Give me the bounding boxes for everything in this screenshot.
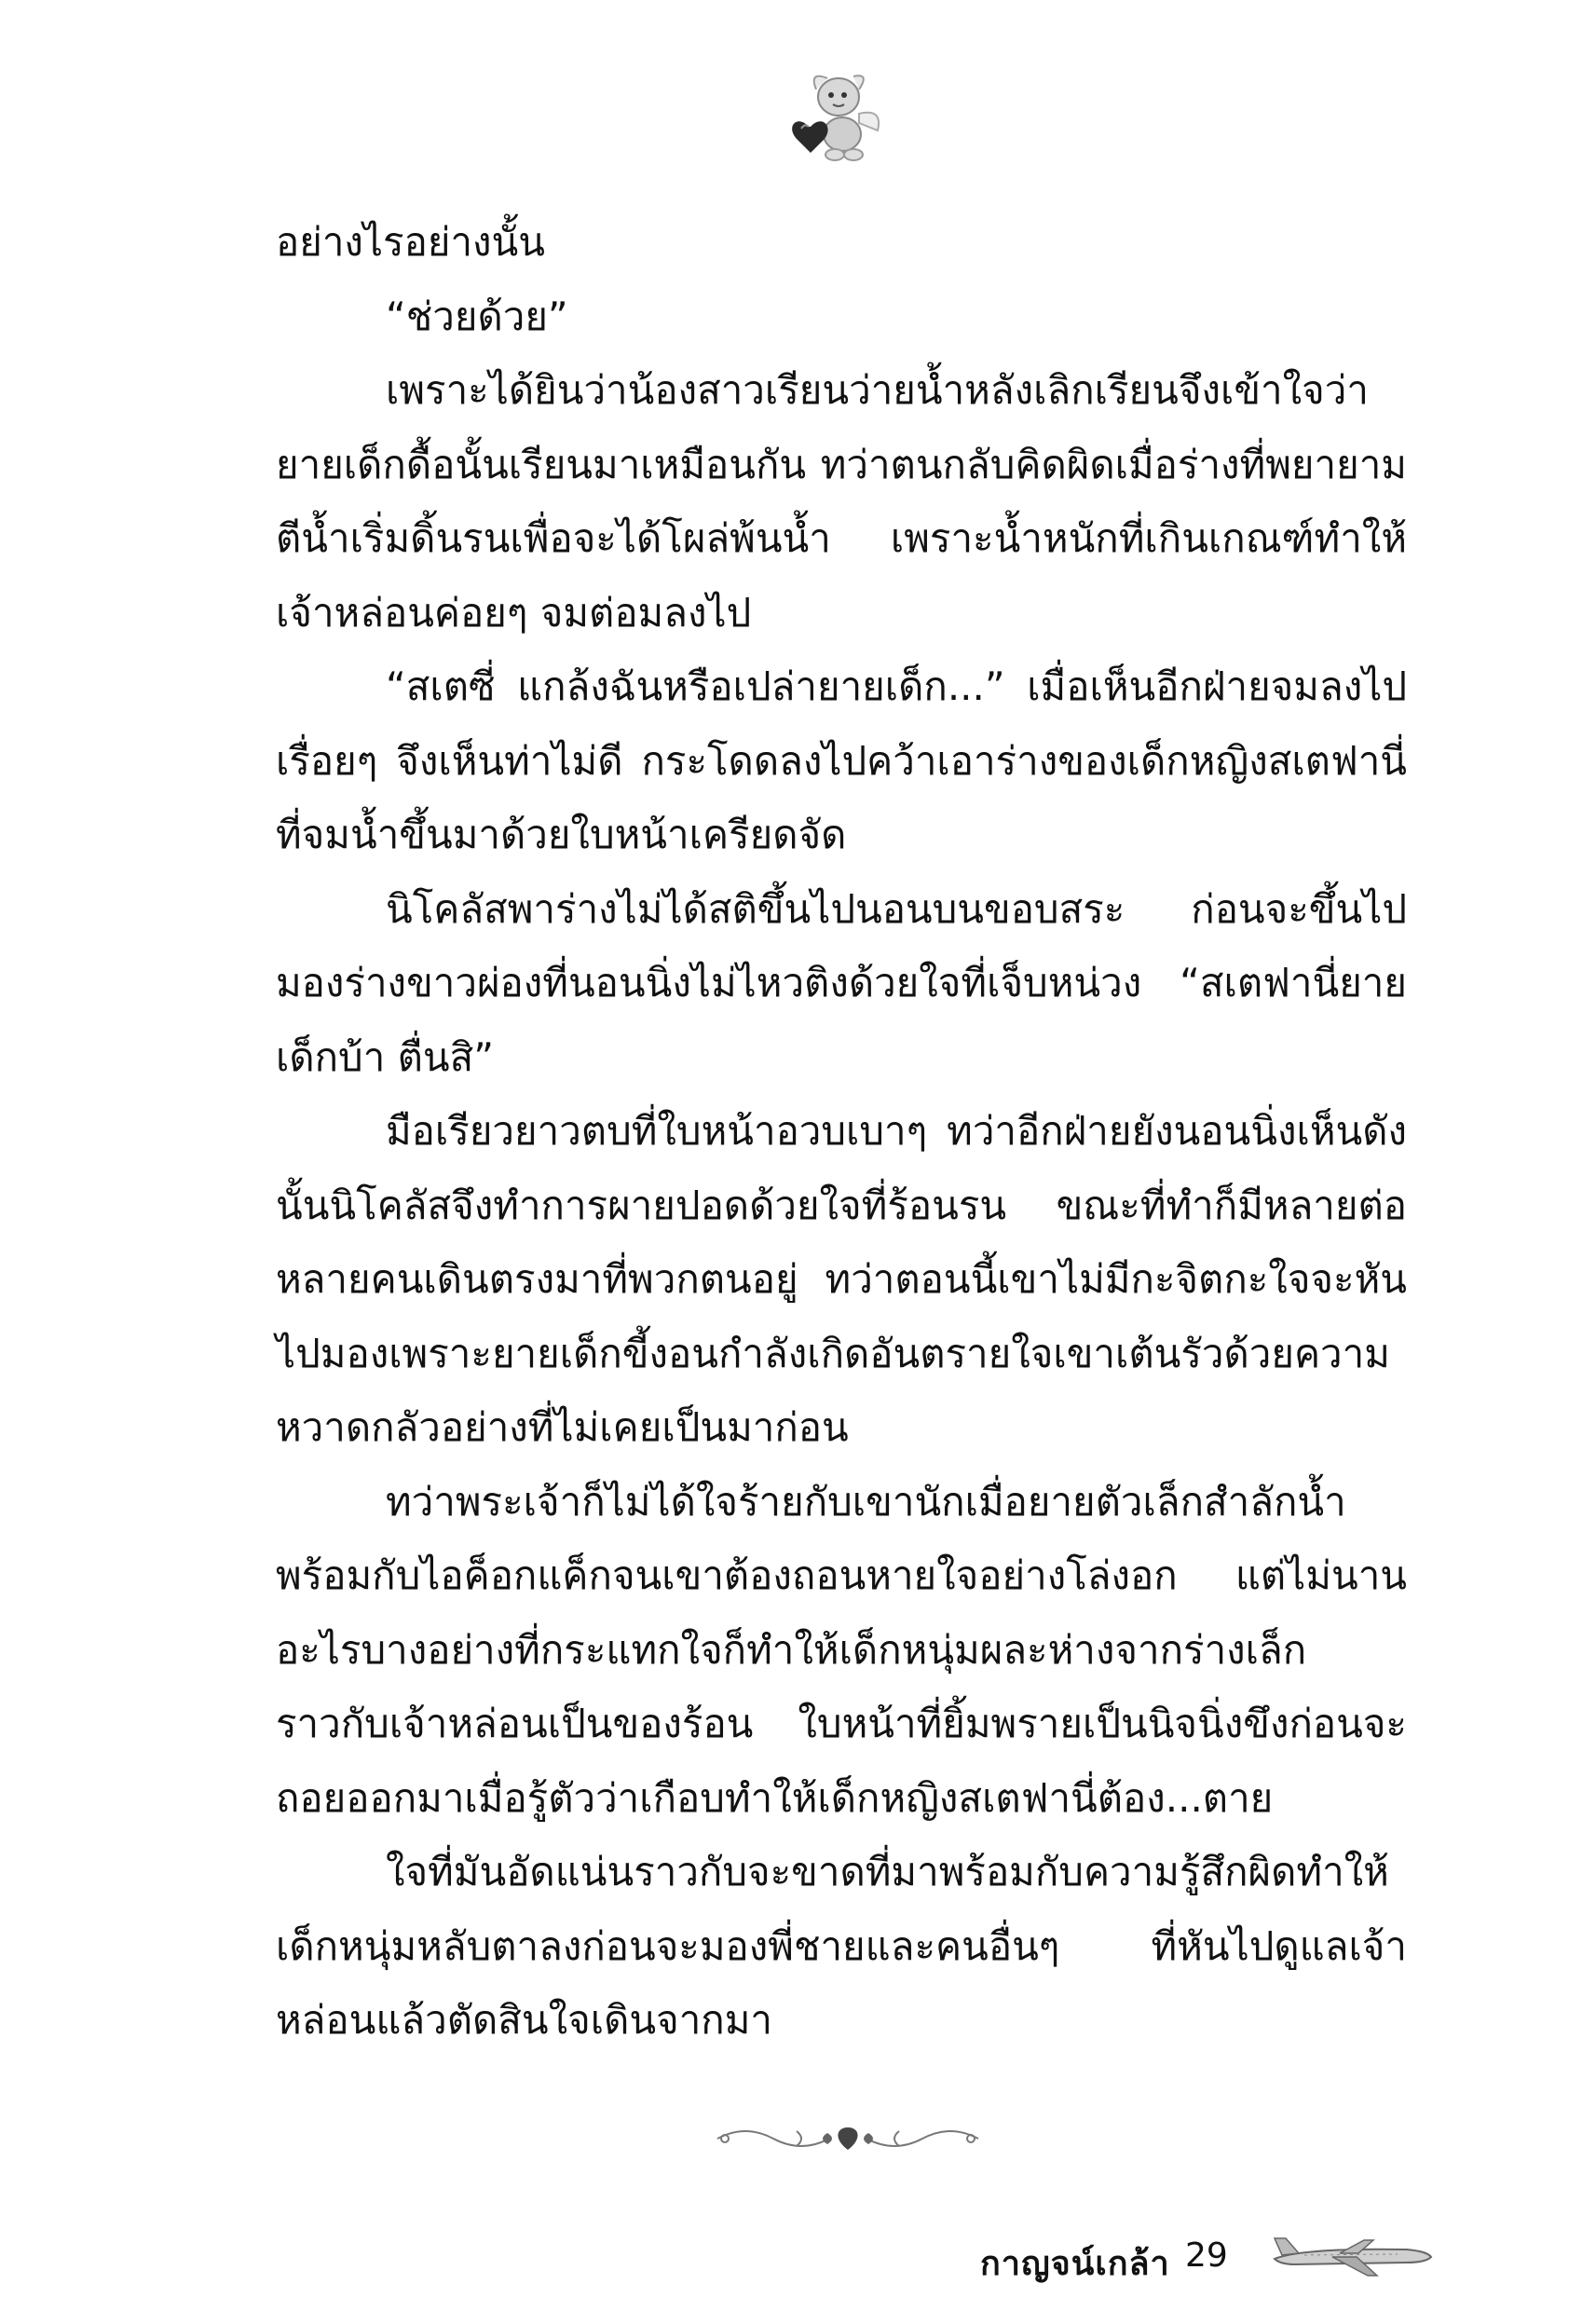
page-number: 29: [1185, 2236, 1228, 2275]
paragraph: อย่างไรอย่างนั้น: [276, 219, 545, 265]
cherub-heart-icon: [781, 62, 893, 173]
airplane-icon: [1267, 2227, 1435, 2283]
paragraph: นิโคลัสพาร่างไม่ได้สติขึ้นไปนอนบนขอบสระ ก่อนจะขึ้นไปมองร่างขาวผ่องที่นอนนิ่งไม่ไหวติงด้วยใจที่เจ็บหน่วง “สเตฟานี่ยายเด็กบ้า ตื่นสิ”: [276, 885, 1407, 1080]
paragraph: มือเรียวยาวตบที่ใบหน้าอวบเบาๆ ทว่าอีกฝ่ายยังนอนนิ่งเห็นดังนั้นนิโคลัสจึงทำการผายปอดด้วยใจที่ร้อนรน ขณะที่ทำก็มีหลายต่อหลายคนเดินตรงมาที่พวกตนอยู่ ทว่าตอนนี้เขาไม่มีกะจิตกะใจจะหันไปมองเพราะยายเด็กขี้งอนกำลังเกิดอันตรายใจเขาเต้นรัวด้วยความหวาดกลัวอย่างที่ไม่เคยเป็นมาก่อน: [276, 1108, 1407, 1450]
floral-ornament-icon: [708, 2120, 988, 2157]
book-title: กาญจน์เกล้า: [980, 2245, 1170, 2283]
paragraph: เพราะได้ยินว่าน้องสาวเรียนว่ายน้ำหลังเลิกเรียนจึงเข้าใจว่ายายเด็กดื้อนั้นเรียนมาเหมือนกัน ทว่าตนกลับคิดผิดเมื่อร่างที่พยายามตีน้ำเริ่มดิ้นรนเพื่อจะได้โผล่พ้นน้ำ เพราะน้ำหนักที่เกินเกณฑ์ทำให้เจ้าหล่อนค่อยๆ จมต่อมลงไป: [276, 367, 1407, 636]
body-text: [276, 205, 1407, 2058]
paragraph: “ช่วยด้วย”: [386, 293, 568, 339]
paragraph: ใจที่มันอัดแน่นราวกับจะขาดที่มาพร้อมกับความรู้สึกผิดทำให้เด็กหนุ่มหลับตาลงก่อนจะมองพี่ชายและคนอื่นๆ ที่หันไปดูแลเจ้าหล่อนแล้วตัดสินใจเดินจากมา: [276, 1849, 1407, 2043]
paragraph: ทว่าพระเจ้าก็ไม่ได้ใจร้ายกับเขานักเมื่อยายตัวเล็กสำลักน้ำพร้อมกับไอค็อกแค็กจนเขาต้องถอนหายใจอย่างโล่งอก แต่ไม่นานอะไรบางอย่างที่กระแทกใจก็ทำให้เด็กหนุ่มผละห่างจากร่างเล็กราวกับเจ้าหล่อนเป็นของร้อน ใบหน้าที่ยิ้มพรายเป็นนิจนิ่งขึงก่อนจะถอยออกมาเมื่อรู้ตัวว่าเกือบทำให้เด็กหญิงสเตฟานี่ต้อง...ตาย: [276, 1478, 1407, 1821]
paragraph: “สเตซี่ แกล้งฉันหรือเปล่ายายเด็ก...” เมื่อเห็นอีกฝ่ายจมลงไปเรื่อยๆ จึงเห็นท่าไม่ดี กระโดดลงไปคว้าเอาร่างของเด็กหญิงสเตฟานี่ที่จมน้ำขึ้นมาด้วยใบหน้าเครียดจัด: [276, 663, 1407, 857]
